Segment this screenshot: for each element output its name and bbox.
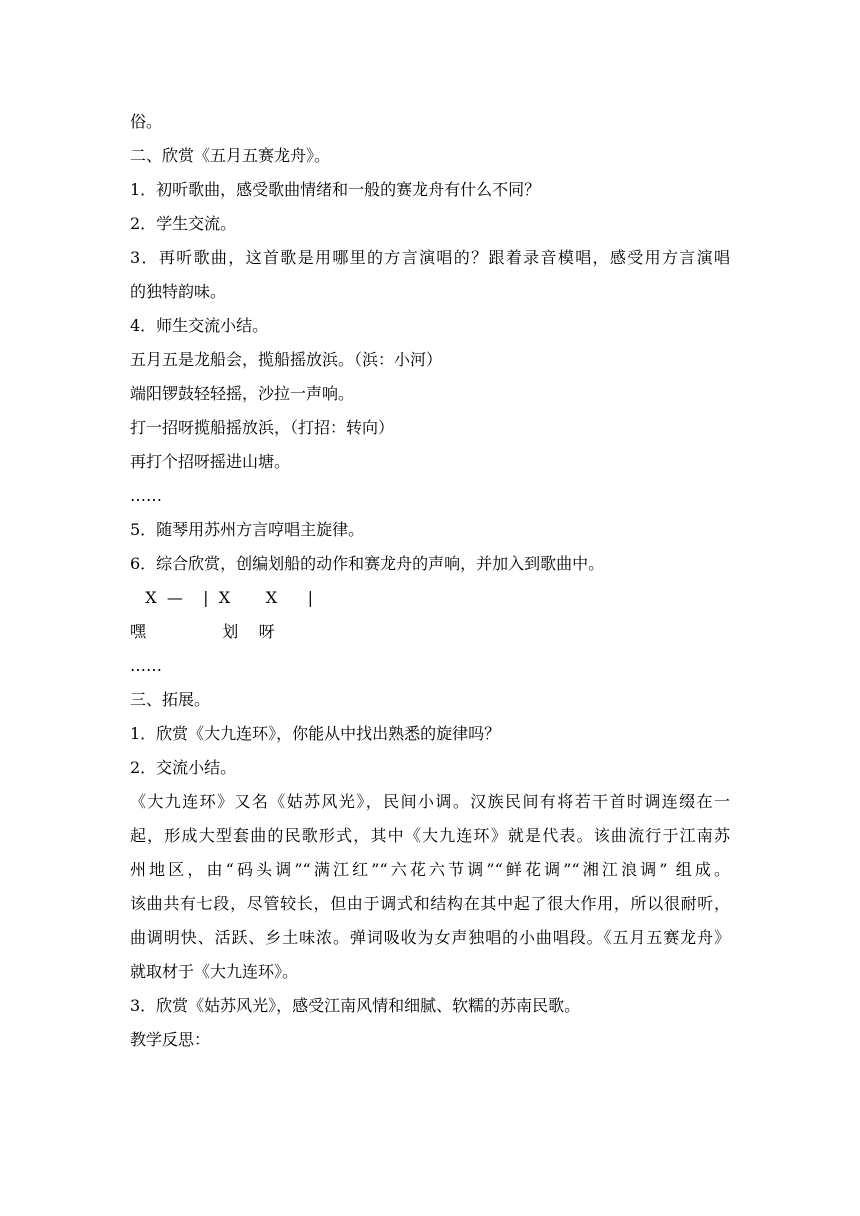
text-line: 5．随琴用苏州方言哼唱主旋律。 bbox=[130, 520, 365, 539]
text-line: 3．欣赏《姑苏风光》，感受江南风情和细腻、软糯的苏南民歌。 bbox=[130, 996, 581, 1015]
text-line: 的独特韵味。 bbox=[130, 282, 227, 301]
text-line: 3．再听歌曲，这首歌是用哪里的方言演唱的？跟着录音模唱，感受用方言演唱 bbox=[130, 248, 730, 267]
text-line: 1．欣赏《大九连环》，你能从中找出熟悉的旋律吗？ bbox=[130, 724, 501, 743]
ellipsis: …… bbox=[130, 656, 162, 675]
text-line: 6．综合欣赏，创编划船的动作和赛龙舟的声响，并加入到歌曲中。 bbox=[130, 554, 605, 573]
lyric-line: 端阳锣鼓轻轻摇，沙拉一声响。 bbox=[130, 384, 355, 403]
ellipsis: …… bbox=[130, 486, 162, 505]
paragraph-line: 《大九连环》又名《姑苏风光》，民间小调。汉族民间有将若干首时调连缀在一 bbox=[130, 792, 730, 811]
paragraph-line: 就取材于《大九连环》。 bbox=[130, 962, 299, 981]
rhythm-notation: X — | X X | bbox=[130, 588, 314, 607]
lyric-line: 打一招呀揽船摇放浜，（打招：转向） bbox=[130, 418, 395, 437]
lyric-line: 五月五是龙船会，揽船摇放浜。（浜：小河） bbox=[130, 350, 443, 369]
section-heading: 二、欣赏《五月五赛龙舟》。 bbox=[130, 146, 331, 165]
text-line: 1．初听歌曲，感受歌曲情绪和一般的赛龙舟有什么不同？ bbox=[130, 180, 541, 199]
section-heading: 三、拓展。 bbox=[130, 690, 211, 709]
paragraph-line: 州地区，由“码头调”“满江红”“六花六节调”“鲜花调”“湘江浪调” 组成。 bbox=[130, 860, 730, 879]
rhythm-lyrics: 嘿 划 呀 bbox=[130, 622, 275, 641]
paragraph-line: 起，形成大型套曲的民歌形式，其中《大九连环》就是代表。该曲流行于江南苏 bbox=[130, 826, 730, 845]
text-line: 4．师生交流小结。 bbox=[130, 316, 269, 335]
text-line: 2．学生交流。 bbox=[130, 214, 237, 233]
paragraph-line: 曲调明快、活跃、乡土味浓。弹词吸收为女声独唱的小曲唱段。《五月五赛龙舟》 bbox=[130, 928, 730, 947]
text-line: 俗。 bbox=[130, 112, 163, 131]
lyric-line: 再打个招呀摇进山塘。 bbox=[130, 452, 291, 471]
reflection-heading: 教学反思： bbox=[130, 1030, 211, 1049]
paragraph-line: 该曲共有七段，尽管较长，但由于调式和结构在其中起了很大作用，所以很耐听， bbox=[130, 894, 730, 913]
text-line: 2．交流小结。 bbox=[130, 758, 237, 777]
